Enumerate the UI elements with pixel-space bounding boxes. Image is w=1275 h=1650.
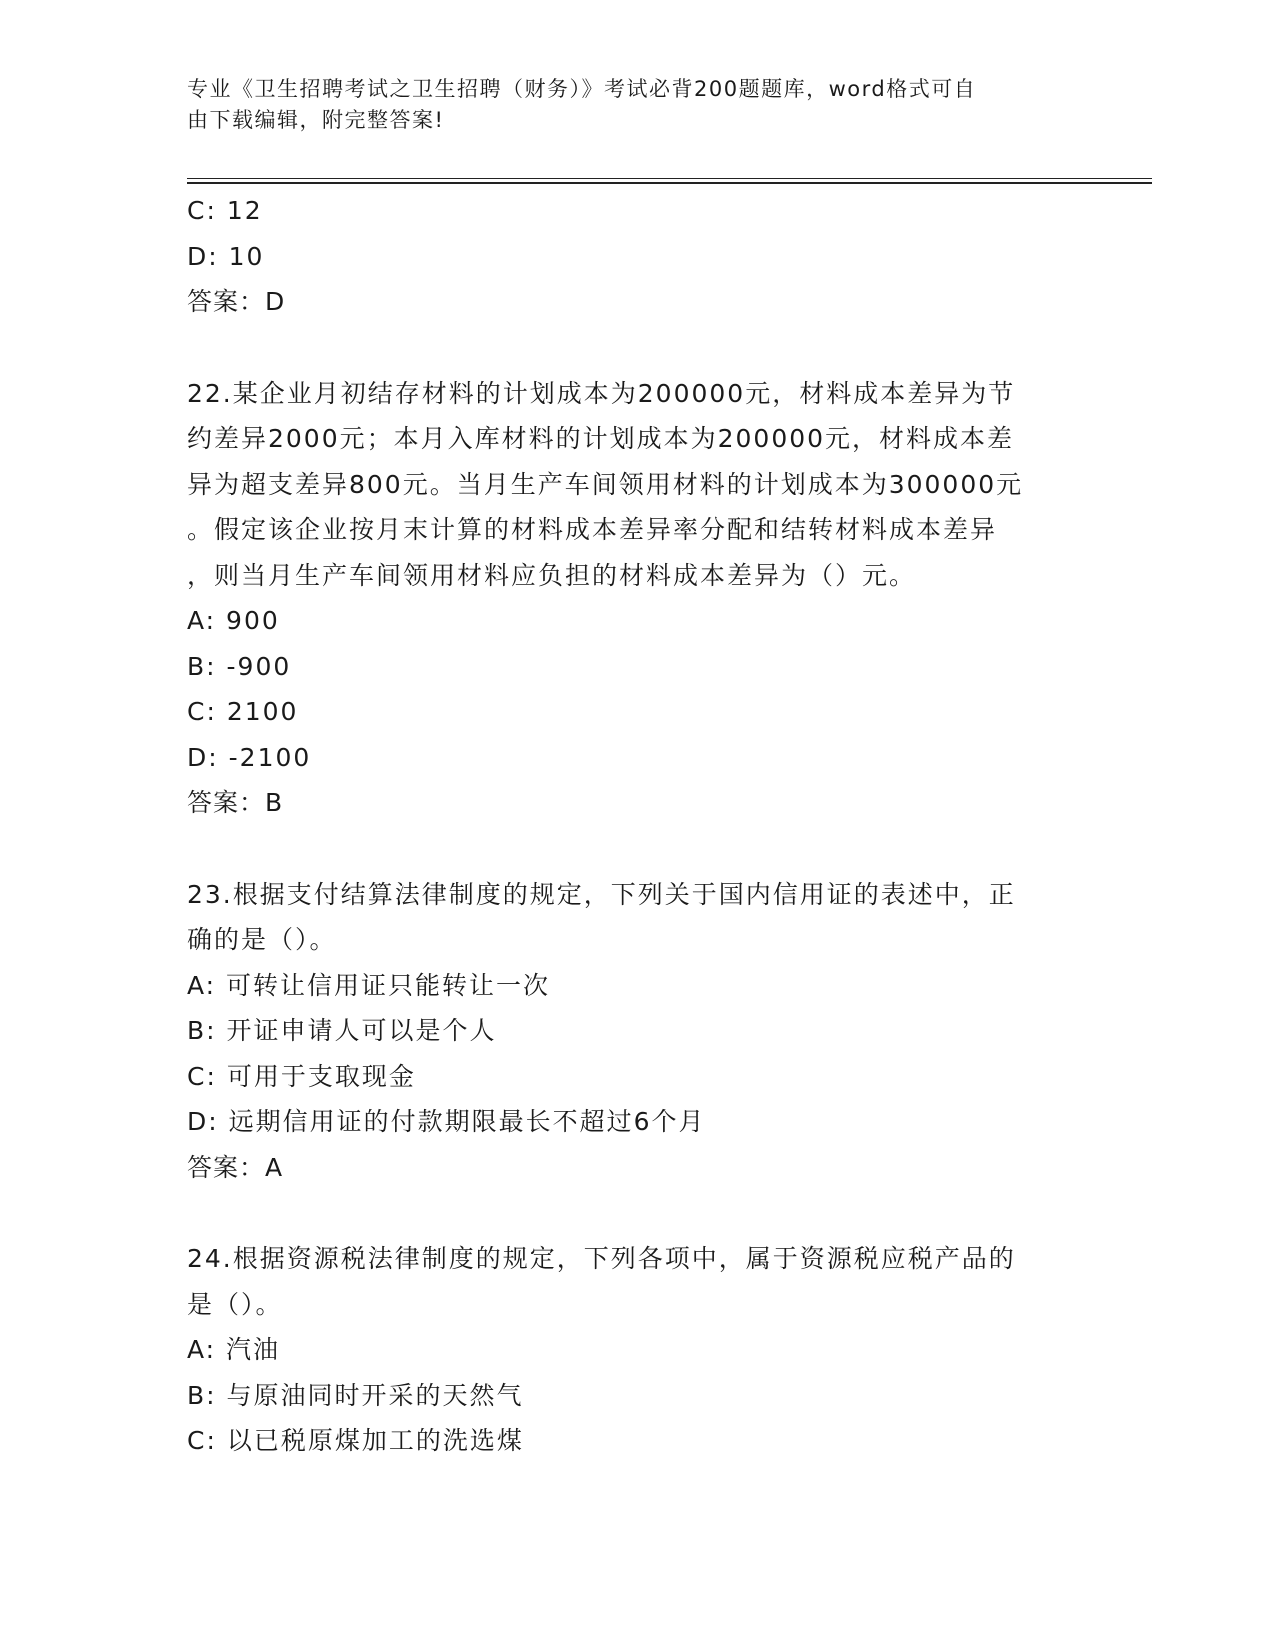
option-b [187, 1373, 1087, 1419]
page-header [187, 74, 1067, 136]
question-text-line: 24.根据资源税法律制度的规定，下列各项中，属于资源税应税产品的 [187, 1244, 1016, 1273]
option-label: C: [187, 697, 217, 726]
option-d [187, 1099, 1087, 1145]
answer-line: 答案：D [187, 287, 286, 316]
option-label: C: [187, 1426, 217, 1455]
option-text: 开证申请人可以是个人 [226, 1016, 497, 1045]
option-label: D: [187, 742, 219, 772]
answer-line: 答案：B [187, 788, 284, 817]
option-label: B: [187, 1380, 217, 1410]
option-text: 远期信用证的付款期限最长不超过6个月 [228, 1107, 706, 1136]
option-text: 2100 [226, 697, 299, 726]
option-text: 可用于支取现金 [226, 1061, 416, 1091]
question-text-line: 23.根据支付结算法律制度的规定，下列关于国内信用证的表述中，正 [187, 879, 1016, 909]
option-d [187, 234, 1087, 280]
option-text: 12 [226, 196, 263, 225]
question-24 [187, 1236, 1087, 1464]
question-text-line: 是（）。 [187, 1289, 283, 1319]
option-label: C: [187, 196, 217, 225]
option-c [187, 1418, 1087, 1464]
option-label: A: [187, 606, 217, 635]
option-label: A: [187, 970, 217, 1000]
option-text: 以已税原煤加工的洗选煤 [226, 1426, 524, 1455]
option-d [187, 735, 1087, 781]
option-a [187, 963, 1087, 1009]
question-23 [187, 872, 1087, 1191]
question-text-line: ，则当月生产车间领用材料应负担的材料成本差异为（）元。 [187, 560, 917, 590]
header-divider [187, 178, 1152, 184]
question-text-line: 确的是（）。 [187, 925, 337, 954]
option-text: 与原油同时开采的天然气 [226, 1380, 524, 1410]
question-text-line: 约差异2000元；本月入库材料的计划成本为200000元，材料成本差 [187, 424, 1015, 453]
option-text: 可转让信用证只能转让一次 [226, 970, 551, 1000]
option-text: 汽油 [226, 1335, 281, 1364]
question-text-line: 22.某企业月初结存材料的计划成本为200000元，材料成本差异为节 [187, 378, 1016, 408]
option-a [187, 1327, 1087, 1373]
option-text: 10 [228, 241, 265, 271]
option-label: C: [187, 1061, 217, 1091]
option-text: -2100 [228, 742, 312, 772]
answer-line: 答案：A [187, 1152, 284, 1182]
option-label: D: [187, 241, 219, 271]
option-label: B: [187, 1016, 217, 1045]
option-label: B: [187, 651, 217, 681]
option-label: A: [187, 1335, 217, 1364]
option-c [187, 689, 1087, 735]
option-c [187, 1054, 1087, 1100]
question-text-line: 。假定该企业按月末计算的材料成本差异率分配和结转材料成本差异 [187, 515, 998, 544]
question-22 [187, 371, 1087, 826]
option-text: 900 [226, 606, 280, 635]
option-b [187, 1008, 1087, 1054]
prev-question [187, 188, 1087, 325]
option-a [187, 598, 1087, 644]
header-title-line-1: 专业《卫生招聘考试之卫生招聘（财务）》考试必背200题题库，word格式可自 [187, 77, 977, 101]
option-text: -900 [226, 651, 292, 681]
option-b [187, 644, 1087, 690]
question-text-line: 异为超支差异800元。当月生产车间领用材料的计划成本为300000元 [187, 469, 1024, 499]
header-title-line-2: 由下载编辑，附完整答案! [187, 108, 445, 132]
option-c [187, 188, 1087, 234]
option-label: D: [187, 1107, 219, 1136]
document-body [187, 188, 1087, 1464]
